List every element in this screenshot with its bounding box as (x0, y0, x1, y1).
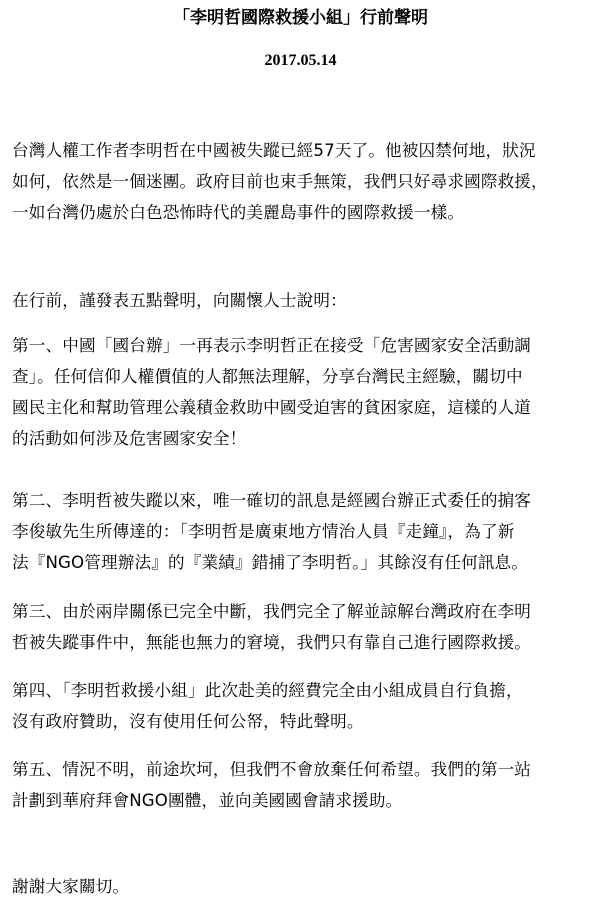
text-line: 沒有政府贊助，沒有使用任何公帑，特此聲明。 (12, 712, 364, 731)
text-line: 查」。任何信仰人權價值的人都無法理解，分享台灣民主經驗，關切中 (12, 367, 523, 386)
text-line: 第五、情況不明，前途坎坷，但我們不會放棄任何希望。我們的第一站 (12, 760, 532, 779)
lead-paragraph (12, 285, 592, 316)
text-line: 國民主化和幫助管理公義積金救助中國受迫害的貧困家庭，這樣的人道 (12, 398, 532, 417)
text-line: 第三、由於兩岸關係已完全中斷，我們完全了解並諒解台灣政府在李明 (12, 602, 532, 621)
text-line: 李俊敏先生所傳達的：「李明哲是廣東地方情治人員『走鐘』，為了新 (12, 522, 515, 541)
text-line: 哲被失蹤事件中，無能也無力的窘境，我們只有靠自己進行國際救援。 (12, 633, 532, 652)
text-line: 第二、李明哲被失蹤以來，唯一確切的訊息是經國台辦正式委任的掮客 (12, 491, 532, 510)
text-line: 第一、中國「國台辦」一再表示李明哲正在接受「危害國家安全活動調 (12, 336, 532, 355)
text-line: 的活動如何涉及危害國家安全！ (12, 429, 247, 448)
document-date: 2017.05.14 (264, 52, 337, 69)
text-line: 台灣人權工作者李明哲在中國被失蹤已經57天了。他被囚禁何地，狀況 (12, 141, 536, 160)
point-one-paragraph (12, 330, 592, 454)
intro-paragraph (12, 135, 592, 228)
point-five-paragraph (12, 754, 592, 816)
text-line: 如何，依然是一個迷團。政府目前也束手無策，我們只好尋求國際救援， (12, 172, 548, 191)
point-four-paragraph (12, 675, 592, 737)
closing-paragraph (12, 871, 592, 902)
point-three-paragraph (12, 596, 592, 658)
text-line: 在行前，謹發表五點聲明，向關懷人士說明： (12, 291, 347, 310)
point-two-paragraph (12, 485, 592, 578)
document-title: 「李明哲國際救援小組」行前聲明 (173, 8, 428, 28)
text-line: 一如台灣仍處於白色恐怖時代的美麗島事件的國際救援一樣。 (12, 203, 465, 222)
text-line: 第四、「李明哲救援小組」此次赴美的經費完全由小組成員自行負擔， (12, 681, 523, 700)
text-line: 計劃到華府拜會NGO團體，並向美國國會請求援助。 (12, 791, 403, 810)
text-line: 謝謝大家關切。 (12, 877, 130, 896)
text-line: 法『NGO管理辦法』的『業績』錯捕了李明哲。」其餘沒有任何訊息。 (12, 553, 529, 572)
